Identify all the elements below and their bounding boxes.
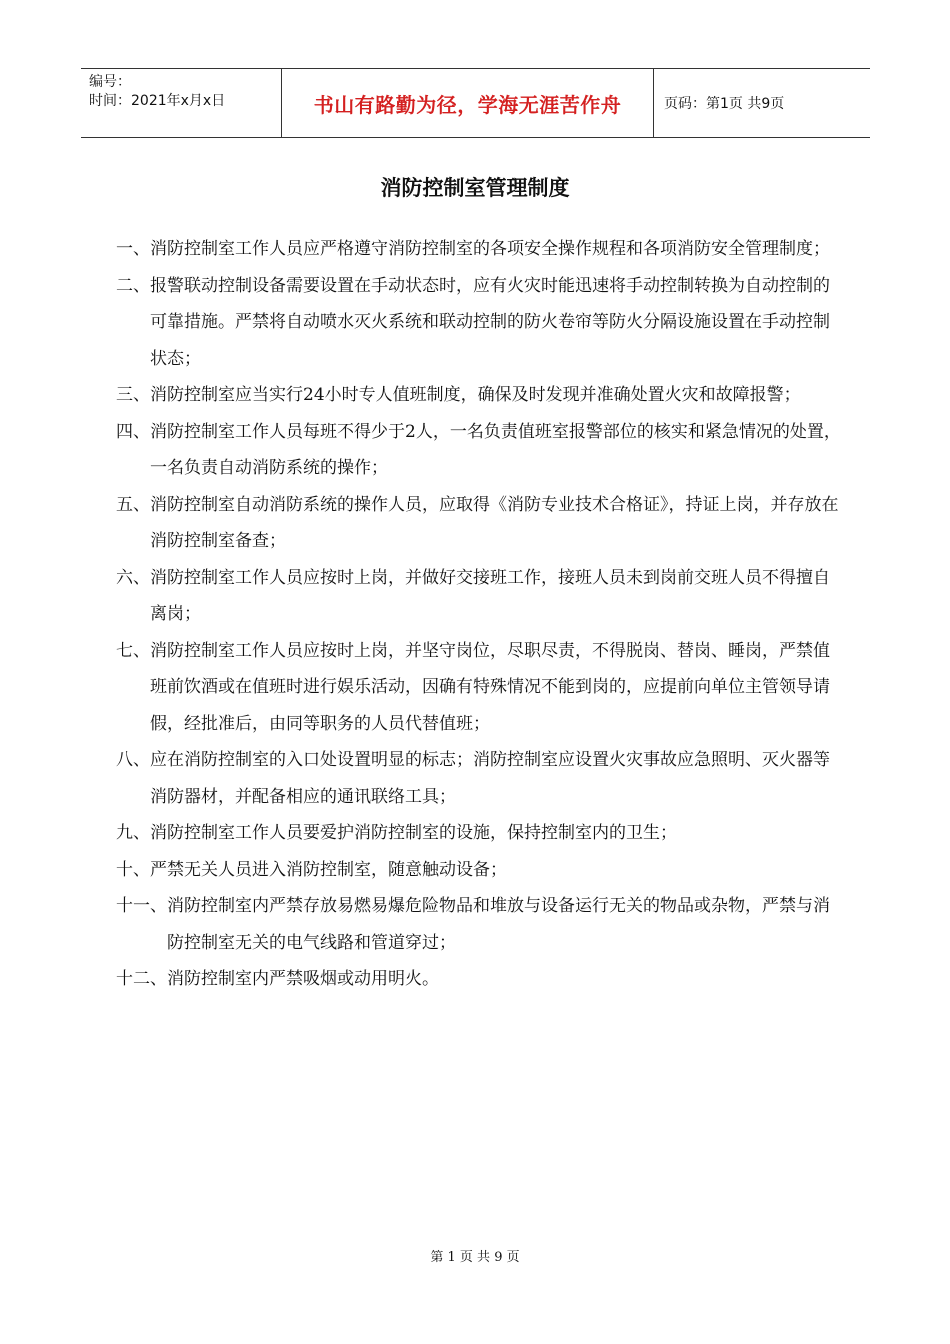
item-number: 十、 [116,859,150,880]
page-code: 页码：第1页 共9页 [664,96,785,112]
item-text: 消防控制室工作人员应按时上岗，并做好交接班工作，接班人员未到岗前交班人员不得擅自离岗； [150,567,830,624]
item-text: 消防控制室自动消防系统的操作人员，应取得《消防专业技术合格证》，持证上岗，并存放在消防控制室备查； [150,494,839,551]
regulation-item [116,888,846,961]
regulation-item [116,815,846,852]
item-text: 消防控制室工作人员应严格遵守消防控制室的各项安全操作规程和各项消防安全管理制度； [150,239,830,259]
item-number: 四、 [116,421,150,442]
regulation-item [116,742,846,815]
item-text: 消防控制室工作人员每班不得少于2人，一名负责值班室报警部位的核实和紧急情况的处置，一名负责自动消防系统的操作； [150,421,841,478]
regulation-item [116,268,846,378]
item-number: 八、 [116,750,150,770]
regulation-item [116,961,846,998]
item-number: 十一、 [116,896,167,916]
item-number: 十二、 [116,969,167,989]
item-number: 二、 [116,275,150,296]
item-text: 消防控制室内严禁吸烟或动用明火。 [167,969,439,989]
item-number: 五、 [116,494,150,515]
item-text: 应在消防控制室的入口处设置明显的标志；消防控制室应设置火灾事故应急照明、灭火器等消防器材，并配备相应的通讯联络工具； [150,750,830,807]
time-label: 时间：2021年x月x日 [89,93,226,109]
document-title: 消防控制室管理制度 [380,176,570,200]
item-text: 消防控制室工作人员应按时上岗，并坚守岗位，尽职尽责，不得脱岗、替岗、睡岗，严禁值班前饮酒或在值班时进行娱乐活动，因确有特殊情况不能到岗的，应提前向单位主管领导请假，经批准后，由同等职务的人员代替值班； [150,640,830,734]
regulation-item [116,377,846,414]
regulation-list [116,231,846,998]
item-number: 七、 [116,640,150,661]
regulation-item [116,414,846,487]
motto-text: 书山有路勤为径，学海无涯苦作舟 [313,92,622,117]
item-text: 报警联动控制设备需要设置在手动状态时，应有火灾时能迅速将手动控制转换为自动控制的可靠措施。严禁将自动喷水灭火系统和联动控制的防火卷帘等防火分隔设施设置在手动控制状态； [150,275,830,369]
regulation-item [116,560,846,633]
regulation-item [116,852,846,889]
number-label: 编号： [89,74,131,90]
item-text: 消防控制室内严禁存放易燃易爆危险物品和堆放与设备运行无关的物品或杂物，严禁与消防控制室无关的电气线路和管道穿过； [167,896,830,953]
page-header [81,68,870,138]
regulation-item [116,633,846,743]
item-text: 消防控制室应当实行24小时专人值班制度，确保及时发现并准确处置火灾和故障报警； [150,385,801,405]
header-motto-cell [282,69,654,137]
item-number: 九、 [116,823,150,843]
header-page-cell [654,69,870,137]
regulation-item [116,231,846,268]
regulation-item [116,487,846,560]
item-number: 三、 [116,385,150,405]
item-text: 严禁无关人员进入消防控制室，随意触动设备； [150,859,507,880]
item-number: 六、 [116,567,150,588]
page-footer: 第 1 页 共 9 页 [430,1250,520,1265]
item-text: 消防控制室工作人员要爱护消防控制室的设施，保持控制室内的卫生； [150,823,677,843]
item-number: 一、 [116,239,150,259]
header-meta-cell [81,69,282,137]
